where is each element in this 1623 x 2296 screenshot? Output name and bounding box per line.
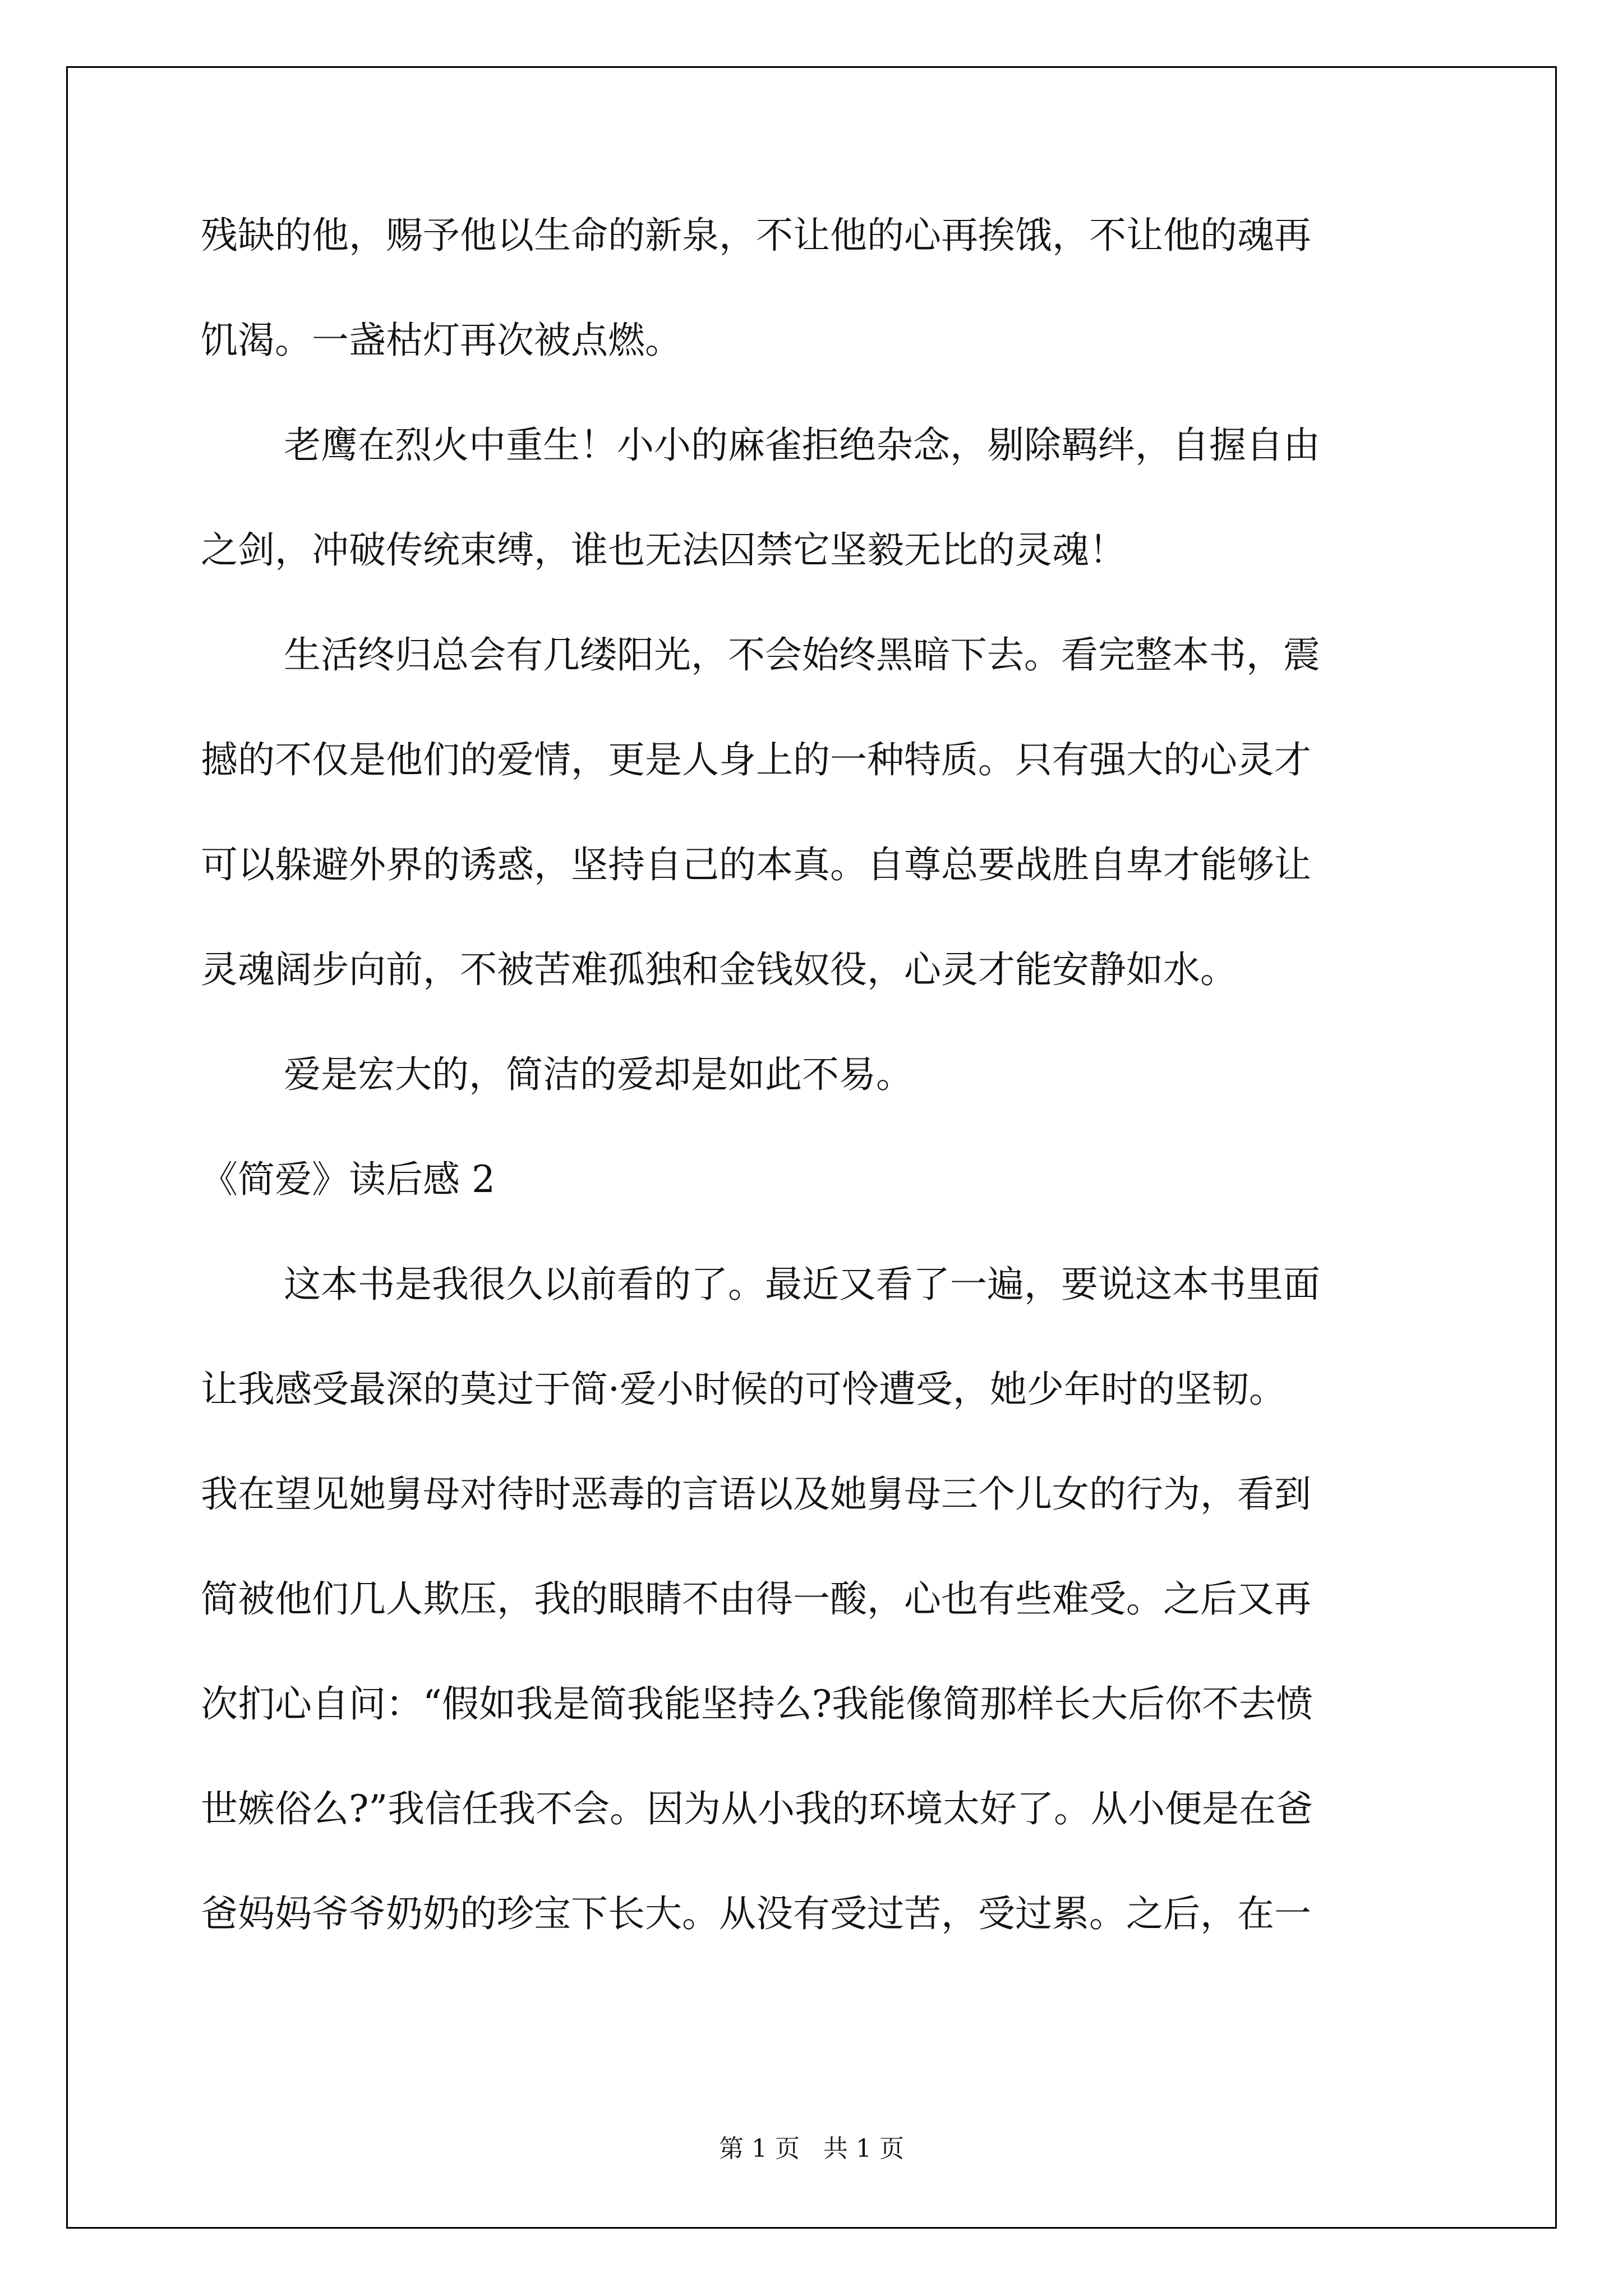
text-line: 老鹰在烈火中重生！小小的麻雀拒绝杂念，剔除羁绊，自握自由 <box>284 424 1320 467</box>
text-line: 可以躲避外界的诱惑，坚持自己的本真。自尊总要战胜自卑才能够让 <box>201 843 1311 886</box>
text-line: 饥渴。一盏枯灯再次被点燃。 <box>201 319 682 362</box>
page-number: 第 1 页 共 1 页 <box>719 2134 904 2163</box>
section-heading: 《简爱》读后感 2 <box>201 1158 495 1201</box>
text-line: 这本书是我很久以前看的了。最近又看了一遍，要说这本书里面 <box>284 1263 1320 1306</box>
text-line: 生活终归总会有几缕阳光，不会始终黑暗下去。看完整本书，震 <box>284 633 1320 677</box>
text-line: 我在望见她舅母对待时恶毒的言语以及她舅母三个儿女的行为，看到 <box>201 1473 1311 1516</box>
text-line: 爸妈妈爷爷奶奶的珍宝下长大。从没有受过苦，受过累。之后，在一 <box>201 1892 1311 1935</box>
text-line: 残缺的他，赐予他以生命的新泉，不让他的心再挨饿，不让他的魂再 <box>201 214 1311 257</box>
text-line: 次扪心自问：“假如我是简我能坚持么?我能像简那样长大后你不去愤 <box>201 1682 1313 1726</box>
text-line: 灵魂阔步向前，不被苦难孤独和金钱奴役，心灵才能安静如水。 <box>201 948 1237 991</box>
text-line: 简被他们几人欺压，我的眼睛不由得一酸，心也有些难受。之后又再 <box>201 1577 1311 1621</box>
text-line: 撼的不仅是他们的爱情，更是人身上的一种特质。只有强大的心灵才 <box>201 738 1311 781</box>
text-line: 世嫉俗么?”我信任我不会。因为从小我的环境太好了。从小便是在爸 <box>201 1787 1313 1830</box>
text-line: 之剑，冲破传统束缚，谁也无法囚禁它坚毅无比的灵魂！ <box>201 528 1126 572</box>
text-line: 爱是宏大的，简洁的爱却是如此不易。 <box>284 1053 913 1096</box>
text-line: 让我感受最深的莫过于简·爱小时候的可怜遭受，她少年时的坚韧。 <box>201 1368 1286 1411</box>
